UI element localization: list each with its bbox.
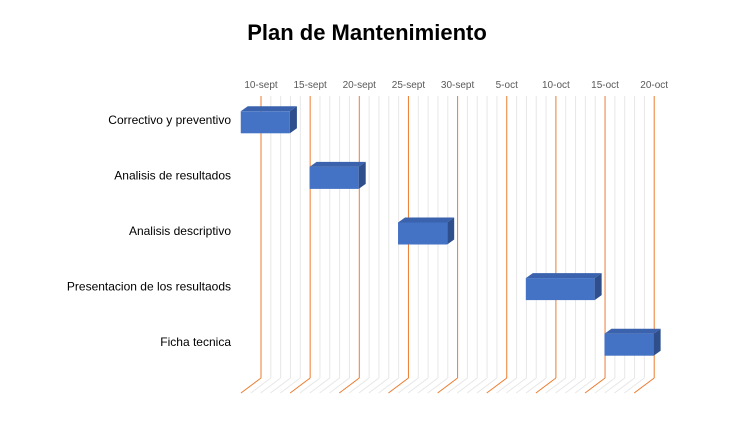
x-tick-label: 5-oct xyxy=(495,80,518,91)
minor-gridline-floor xyxy=(575,378,595,393)
major-gridline-floor xyxy=(487,378,507,393)
task-bars xyxy=(241,106,661,355)
task-bar xyxy=(241,106,297,133)
task-bar-top xyxy=(398,218,454,223)
minor-gridline-floor xyxy=(447,378,467,393)
x-tick-label: 20-oct xyxy=(640,80,669,91)
minor-gridline-floor xyxy=(428,378,448,393)
minor-gridline-floor xyxy=(251,378,271,393)
minor-gridline-floor xyxy=(565,378,585,393)
major-gridline-floor xyxy=(438,378,458,393)
minor-gridline-floor xyxy=(467,378,487,393)
task-bar xyxy=(310,162,366,189)
x-tick-label: 15-sept xyxy=(293,80,327,91)
x-axis-tick-labels xyxy=(244,80,668,91)
minor-gridline-floor xyxy=(418,378,438,393)
task-bar xyxy=(398,218,454,245)
task-bar-top xyxy=(310,162,366,167)
minor-gridline-floor xyxy=(349,378,369,393)
minor-gridline-floor xyxy=(624,378,644,393)
minor-gridline-floor xyxy=(615,378,635,393)
minor-gridline-floor xyxy=(359,378,379,393)
minor-gridline-floor xyxy=(320,378,340,393)
major-gridline-floor xyxy=(634,378,654,393)
minor-gridline-floor xyxy=(300,378,320,393)
x-tick-label: 10-oct xyxy=(542,80,570,91)
task-bar-front xyxy=(310,167,359,189)
minor-gridline-floor xyxy=(270,378,290,393)
x-tick-label: 15-oct xyxy=(591,80,619,91)
minor-gridline-floor xyxy=(280,378,300,393)
task-bar-top xyxy=(604,329,660,334)
x-tick-label: 10-sept xyxy=(244,80,278,91)
major-gridline-floor xyxy=(290,378,310,393)
minor-gridline-floor xyxy=(261,378,281,393)
minor-gridline-floor xyxy=(546,378,566,393)
category-labels xyxy=(67,113,231,349)
minor-gridline-floor xyxy=(477,378,497,393)
task-bar xyxy=(604,329,660,356)
x-tick-label: 25-sept xyxy=(391,80,426,91)
minor-gridline-floor xyxy=(408,378,428,393)
minor-gridline-floor xyxy=(329,378,349,393)
minor-gridline-floor xyxy=(497,378,517,393)
category-label: Analisis de resultados xyxy=(114,168,231,183)
minor-gridline-floor xyxy=(516,378,536,393)
minor-gridline-floor xyxy=(379,378,399,393)
task-bar-front xyxy=(604,334,653,356)
minor-gridline-floor xyxy=(506,378,526,393)
minor-gridline-floor xyxy=(556,378,576,393)
x-tick-label: 30-sept xyxy=(440,80,475,91)
major-gridline-floor xyxy=(241,378,261,393)
minor-gridline-floor xyxy=(526,378,546,393)
category-label: Ficha tecnica xyxy=(160,335,231,350)
minor-gridline-floor xyxy=(310,378,330,393)
chart-title: Plan de Mantenimiento xyxy=(247,20,487,45)
major-gridline-floor xyxy=(388,378,408,393)
task-bar-front xyxy=(526,278,595,300)
category-label: Presentacion de los resultaods xyxy=(66,279,231,294)
category-label: Correctivo y preventivo xyxy=(108,112,231,127)
major-gridline-floor xyxy=(536,378,556,393)
x-tick-label: 20-sept xyxy=(342,80,376,91)
task-bar-front xyxy=(241,111,290,133)
task-bar-top xyxy=(526,273,602,278)
minor-gridline-floor xyxy=(369,378,389,393)
task-bar-front xyxy=(398,223,447,245)
category-label: Analisis descriptivo xyxy=(128,224,231,238)
major-gridline-floor xyxy=(339,378,359,393)
task-bar-top xyxy=(241,106,297,111)
minor-gridline-floor xyxy=(595,378,615,393)
minor-gridline-floor xyxy=(457,378,477,393)
major-gridline-floor xyxy=(585,378,605,393)
minor-gridline-floor xyxy=(398,378,418,393)
task-bar xyxy=(526,273,602,300)
minor-gridline-floor xyxy=(605,378,625,393)
